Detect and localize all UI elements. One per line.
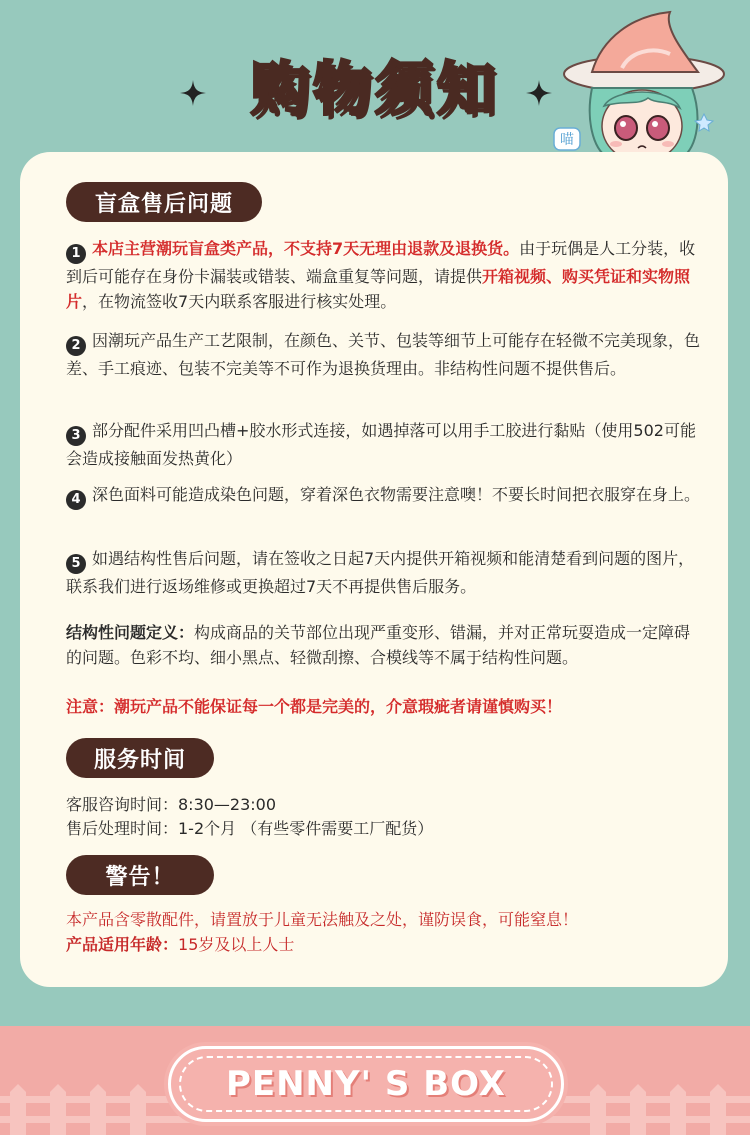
section-title-warning: 警告！ [66, 855, 214, 895]
info-card [20, 152, 728, 987]
item-2-text: 因潮玩产品生产工艺限制，在颜色、关节、包装等细节上可能存在轻微不完美现象，色差、手工痕迹、包装不完美等不可作为退换货理由。非结构性问题不提供售后。 [66, 331, 701, 378]
item-4 [66, 482, 702, 510]
age-label: 产品适用年龄： [66, 935, 179, 954]
warning-text: 本产品含零散配件，请置放于儿童无法触及之处，谨防误食，可能窒息！ [66, 910, 579, 929]
item-2 [66, 328, 702, 381]
item-5 [66, 546, 702, 599]
section-title-service-time: 服务时间 [66, 738, 214, 778]
age-line [66, 932, 702, 957]
page-title: 购物须知 [250, 55, 499, 123]
item-1-red-text: 本店主营潮玩盲盒类产品，不支持7天无理由退款及退换货。 [92, 239, 520, 258]
sparkle-right-icon [526, 80, 552, 106]
item-1-red-text-b: 开箱视频、购买凭证和实物照片 [66, 267, 691, 311]
service-hours-line: 客服咨询时间：8:30—23:00 [66, 795, 277, 814]
mascot-badge: 喵 [560, 132, 574, 148]
number-badge-1: 1 [66, 244, 86, 264]
section-title-after-sales: 盲盒售后问题 [66, 182, 262, 222]
item-3-text: 部分配件采用凹凸槽+胶水形式连接，如遇掉落可以用手工胶进行黏贴（使用502可能会造成接触面发热黄化） [66, 421, 696, 468]
number-badge-2: 2 [66, 336, 86, 356]
item-3 [66, 418, 702, 471]
number-badge-5: 5 [66, 554, 86, 574]
brand-logo-text: PENNY' S BOX [225, 1064, 507, 1104]
number-badge-3: 3 [66, 426, 86, 446]
brand-logo-frame [168, 1046, 564, 1122]
age-value: 15岁及以上人士 [178, 935, 295, 954]
item-1 [66, 236, 702, 314]
item-5-text: 如遇结构性售后问题，请在签收之日起7天内提供开箱视频和能清楚看到问题的图片，联系我们进行返场维修或更换超过7天不再提供售后服务。 [66, 549, 695, 596]
structural-definition [66, 620, 702, 670]
after-sales-time-line: 售后处理时间：1-2个月 （有些零件需要工厂配货） [66, 819, 434, 838]
item-1-text-b: ，在物流签收7天内联系客服进行核实处理。 [82, 292, 397, 311]
definition-label: 结构性问题定义： [66, 623, 195, 642]
sparkle-left-icon [180, 80, 206, 106]
definition-text: 构成商品的关节部位出现严重变形、错漏，并对正常玩耍造成一定障碍的问题。色彩不均、细小黑点、轻微刮擦、合模线等不属于结构性问题。 [66, 623, 691, 667]
footer-banner [0, 1026, 750, 1135]
notice-text: 注意：潮玩产品不能保证每一个都是完美的，介意瑕疵者请谨慎购买！ [66, 697, 563, 716]
number-badge-4: 4 [66, 490, 86, 510]
item-1-text-a: 由于玩偶是人工分装，收到后可能存在身份卡漏装或错装、端盒重复等问题，请提供 [66, 239, 696, 286]
item-4-text: 深色面料可能造成染色问题，穿着深色衣物需要注意噢！不要长时间把衣服穿在身上。 [92, 485, 701, 504]
